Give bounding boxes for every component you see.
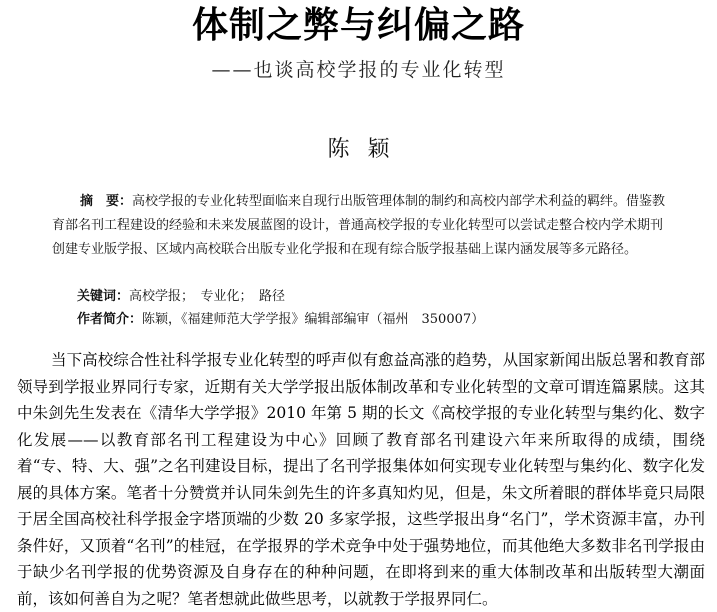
keywords-label: 关键词： [77,289,130,304]
author-bio-label: 作者简介： [77,312,143,327]
abstract-label: 摘 要： [80,194,133,209]
article-title: 体制之弊与纠偏之路 [191,5,525,46]
abstract-text: 高校学报的专业化转型面临来自现行出版管理体制的制约和高校内部学术利益的羁绊。借鉴教育部名刊工程建设的经验和未来发展蓝图的设计，普通高校学报的专业化转型可以尝试走整合校内学术期刊创建专业版学报、区域内高校联合出版专业化学报和在现有综合版学报基础上谋内涵发展等多元路径。 [52,194,666,257]
author-bio-text: 陈颖，《福建师范大学学报》编辑部编审（福州 350007） [142,312,485,327]
author-bio-line [77,310,484,330]
article-subtitle: ——也谈高校学报的专业化转型 [211,59,506,81]
body-paragraph: 当下高校综合性社科学报专业化转型的呼声似有愈益高涨的趋势，从国家新闻出版总署和教育部领导到学报业界同行专家，近期有关大学学报出版体制改革和专业化转型的文章可谓连篇累牍。这其中朱剑先生发表在《清华大学学报》2010 年第 5 期的长文《高校学报的专业化转型与集约化、数字化发展——以教育部名刊工程建设为中心》回顾了教育部名刊建设六年来所取得的成绩，围绕着“专、特、大、强”之名刊建设目标，提出了名刊学报集体如何实现专业化转型与集约化、数字化发展的具体方案。笔者十分赞赏并认同朱剑先生的许多真知灼见，但是，朱文所着眼的群体毕竟只局限于居全国高校社科学报金字塔顶端的少数 20 多家学报，这些学报出身“名门”，学术资源丰富，办刊条件好，又顶着“名刊”的桂冠，在学报界的学术竞争中处于强势地位，而其他绝大多数非名刊学报由于缺少名刊学报的优势资源及自身存在的种种问题，在即将到来的重大体制改革和出版转型大潮面前，该如何善自为之呢？笔者想就此做些思考，以就教于学报界同仁。 [17,351,705,608]
keywords-text: 高校学报； 专业化； 路径 [129,289,286,304]
abstract-block [52,190,670,262]
author-name: 陈颖 [327,137,408,162]
keywords-line [77,287,285,307]
